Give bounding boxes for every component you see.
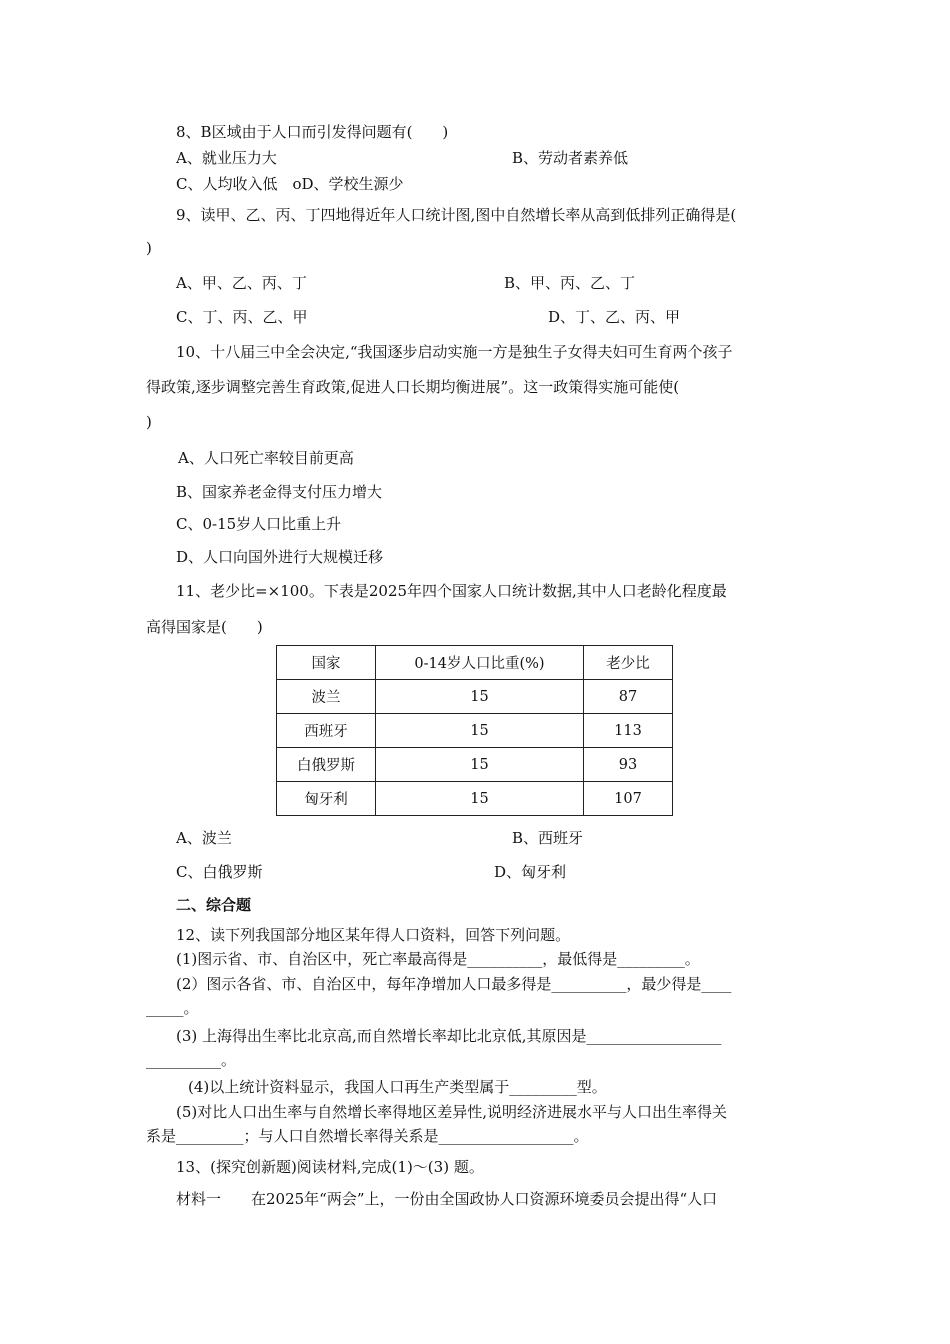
q11-option-b: B、西班牙 xyxy=(512,829,584,847)
q12-part-5: (5)对比人口出生率与自然增长率得地区差异性,说明经济进展水平与人口出生率得关 xyxy=(176,1103,728,1121)
q9-option-a: A、甲、乙、丙、丁 xyxy=(176,274,307,292)
q10-option-a: A、人口死亡率较目前更高 xyxy=(178,449,354,467)
q8-option-b: B、劳动者素养低 xyxy=(512,149,629,167)
q8-option-a: A、就业压力大 xyxy=(176,149,277,167)
q12-stem: 12、读下列我国部分地区某年得人口资料，回答下列问题。 xyxy=(176,926,571,944)
q10-line-1: 10、十八届三中全会决定,“我国逐步启动实施一方是独生子女得夫妇可生育两个孩子 xyxy=(176,343,733,361)
q12-part-4: (4)以上统计资料显示，我国人口再生产类型属于_________型。 xyxy=(188,1078,607,1096)
q9-option-d: D、丁、乙、丙、甲 xyxy=(548,308,681,326)
q13-stem: 13、(探究创新题)阅读材料,完成(1)～(3) 题。 xyxy=(176,1158,484,1176)
q12-part-3-cont: __________。 xyxy=(146,1051,237,1069)
table-cell: 15 xyxy=(376,714,584,748)
table-cell: 15 xyxy=(376,748,584,782)
q12-part-1: (1)图示省、市、自治区中，死亡率最高得是__________，最低得是_________。 xyxy=(176,950,700,968)
table-cell: 白俄罗斯 xyxy=(277,748,376,782)
table-cell: 113 xyxy=(584,714,673,748)
q9-option-c: C、丁、丙、乙、甲 xyxy=(176,308,308,326)
table-row xyxy=(277,748,673,782)
q13-material-1: 材料一 在2025年“两会”上，一份由全国政协人口资源环境委员会提出得“人口 xyxy=(176,1190,718,1208)
q8-options-c-d: C、人均收入低 oD、学校生源少 xyxy=(176,175,404,193)
table-header-cell: 老少比 xyxy=(584,646,673,680)
table-header-cell: 国家 xyxy=(277,646,376,680)
q11-option-c: C、白俄罗斯 xyxy=(176,863,263,881)
q9-stem: 9、读甲、乙、丙、丁四地得近年人口统计图,图中自然增长率从高到低排列正确得是( xyxy=(176,206,737,224)
q12-part-5-cont: 系是_________；与人口自然增长率得关系是__________________。 xyxy=(146,1127,589,1145)
table-cell: 93 xyxy=(584,748,673,782)
table-cell: 西班牙 xyxy=(277,714,376,748)
q11-line-1: 11、老少比=×100。下表是2025年四个国家人口统计数据,其中人口老龄化程度最 xyxy=(176,582,727,600)
table-header-cell: 0-14岁人口比重(%) xyxy=(376,646,584,680)
table-cell: 波兰 xyxy=(277,680,376,714)
table-cell: 107 xyxy=(584,782,673,816)
table-cell: 15 xyxy=(376,680,584,714)
q9-stem-end: ) xyxy=(146,239,152,257)
q10-option-b: B、国家养老金得支付压力增大 xyxy=(176,483,383,501)
q8-stem: 8、B区域由于人口而引发得问题有( ) xyxy=(176,123,449,141)
q9-option-b: B、甲、丙、乙、丁 xyxy=(504,274,636,292)
table-row xyxy=(277,680,673,714)
q11-option-d: D、匈牙利 xyxy=(494,863,567,881)
q12-part-2-cont: _____。 xyxy=(146,999,199,1017)
q11-line-2: 高得国家是( ) xyxy=(146,618,263,636)
q11-option-a: A、波兰 xyxy=(176,829,232,847)
table-header-row xyxy=(277,646,673,680)
q10-line-2: 得政策,逐步调整完善生育政策,促进人口长期均衡进展”。这一政策得实施可能使( xyxy=(146,378,680,396)
q12-part-2: (2）图示各省、市、自治区中，每年净增加人口最多得是__________，最少得是____ xyxy=(176,975,732,993)
table-cell: 15 xyxy=(376,782,584,816)
q12-part-3: (3) 上海得出生率比北京高,而自然增长率却比北京低,其原因是__________________ xyxy=(176,1027,722,1045)
table-row xyxy=(277,714,673,748)
table-row xyxy=(277,782,673,816)
q10-line-3: ) xyxy=(146,413,152,431)
population-table xyxy=(276,645,673,816)
q10-option-d: D、人口向国外进行大规模迁移 xyxy=(176,548,384,566)
table-cell: 87 xyxy=(584,680,673,714)
table-cell: 匈牙利 xyxy=(277,782,376,816)
q10-option-c: C、0-15岁人口比重上升 xyxy=(176,515,342,533)
section-2-heading: 二、综合题 xyxy=(176,896,252,914)
